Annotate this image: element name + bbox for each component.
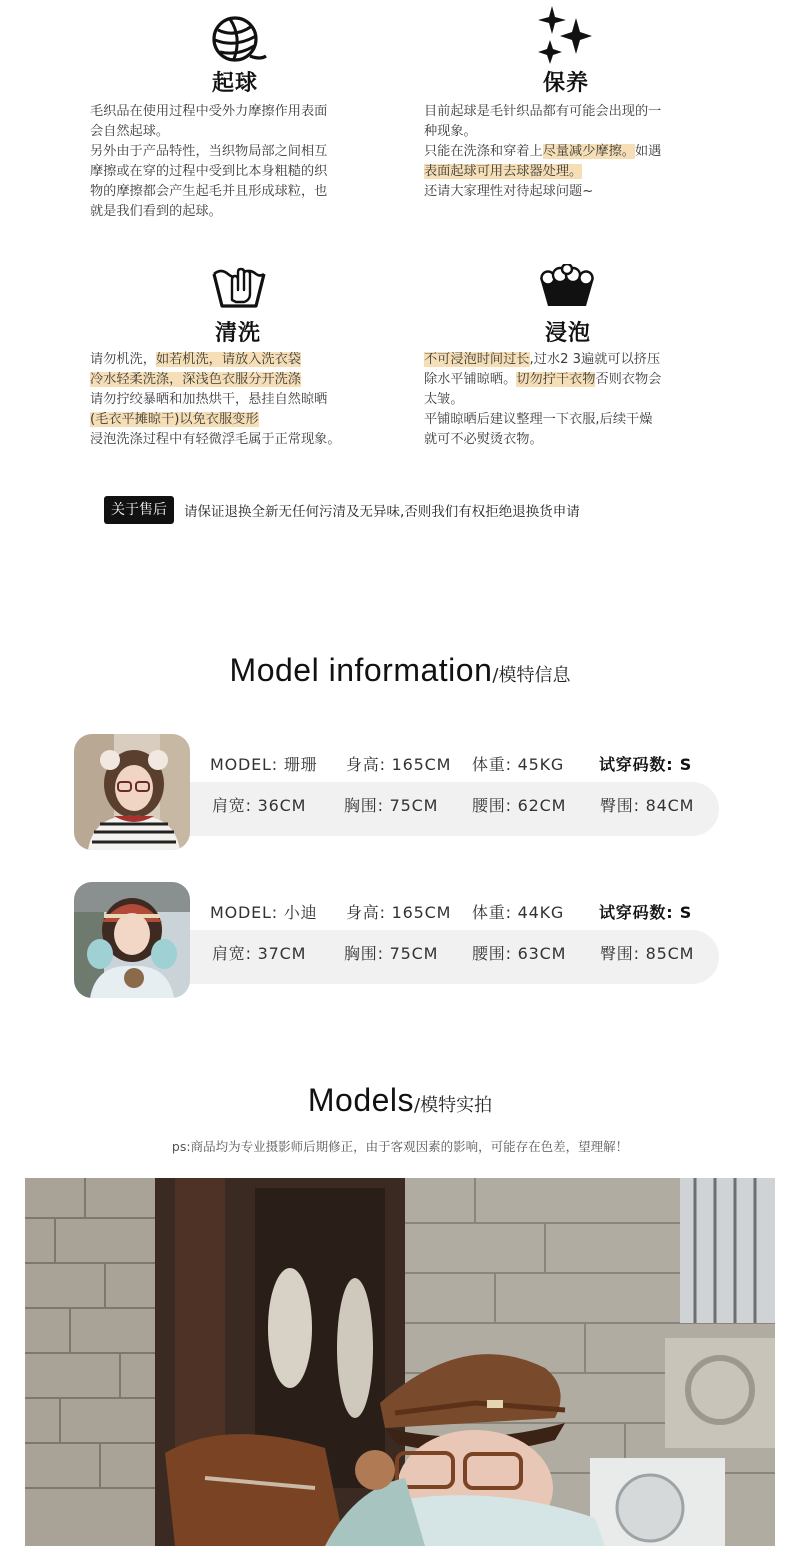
model-photo-2 (74, 882, 190, 998)
model-2-waist: 腰围: 63CM (472, 944, 567, 963)
model-2-name: MODEL: 小迪 (210, 903, 318, 922)
model-1-shoulder: 肩宽: 36CM (212, 796, 307, 815)
model-card-2 (74, 882, 724, 1000)
model-info-heading: Model information/模特信息 (229, 652, 571, 688)
after-sales-text: 请保证退换全新无任何污清及无异味,否则我们有权拒绝退换货申请 (184, 504, 580, 520)
care-title-cleaning: 清洗 (214, 321, 261, 346)
model-2-shoulder: 肩宽: 37CM (212, 944, 307, 963)
after-sales-tag: 关于售后 (104, 496, 174, 524)
after-sales-notice (104, 496, 580, 524)
model-1-waist: 腰围: 62CM (472, 796, 567, 815)
hand-wash-icon (210, 260, 268, 312)
soak-basin-icon (538, 264, 596, 308)
model-2-size: 试穿码数: S (599, 903, 693, 922)
model-1-height: 身高: 165CM (346, 755, 452, 774)
care-instructions (0, 0, 800, 470)
color-disclaimer: ps:商品均为专业摄影师后期修正，由于客观因素的影响，可能存在色差，望理解！ (171, 1139, 629, 1154)
care-text-pilling: 毛织品在使用过程中受外力摩擦作用表面 会自然起球。 另外由于产品特性，当织物局部之间相互 摩擦或在穿的过程中受到比本身粗糙的织 物的摩擦都会产生起毛并且形成球粒，也 就是我们看到的起球。 (90, 104, 328, 219)
model-1-weight: 体重: 45KG (472, 755, 565, 774)
care-text-maintenance: 目前起球是毛针织品都有可能会出现的一 种现象。 只能在洗涤和穿着上尽量减少摩擦。如遇 表面起球可用去球器处理。 还请大家理性对待起球问题~ (424, 104, 662, 199)
model-street-photo (25, 1178, 775, 1546)
care-block-maintenance (424, 0, 724, 230)
model-1-hip: 臀围: 84CM (600, 796, 695, 815)
yarn-ball-icon (208, 12, 268, 68)
model-card-1 (74, 734, 724, 852)
care-block-cleaning (90, 258, 390, 458)
model-1-name: MODEL: 珊珊 (210, 755, 318, 774)
model-1-size: 试穿码数: S (599, 755, 693, 774)
models-heading: Models/模特实拍 (307, 1082, 493, 1118)
sparkle-icon (536, 4, 592, 64)
model-2-hip: 臀围: 85CM (600, 944, 695, 963)
care-block-pilling (90, 0, 390, 230)
care-title-pilling: 起球 (211, 71, 258, 96)
care-text-soaking: 不可浸泡时间过长,过水2 3遍就可以挤压 除水平铺晾晒。切勿拧干衣物否则衣物会 太皱。 平铺晾晒后建议整理一下衣服,后续干燥 就可不必熨烫衣物。 (424, 352, 662, 447)
care-title-maintenance: 保养 (542, 71, 589, 96)
model-2-weight: 体重: 44KG (472, 903, 565, 922)
model-2-height: 身高: 165CM (346, 903, 452, 922)
model-photo-1 (74, 734, 190, 850)
care-title-soaking: 浸泡 (544, 321, 591, 346)
model-2-chest: 胸围: 75CM (344, 944, 439, 963)
care-block-soaking (424, 258, 724, 458)
care-text-cleaning: 请勿机洗，如若机洗，请放入洗衣袋 冷水轻柔洗涤，深浅色衣服分开洗涤 请勿拧绞暴晒和加热烘干，悬挂自然晾晒 (毛衣平摊晾干)以免衣服变形 浸泡洗涤过程中有轻微浮毛属于正常现象。 (90, 352, 341, 447)
model-1-chest: 胸围: 75CM (344, 796, 439, 815)
